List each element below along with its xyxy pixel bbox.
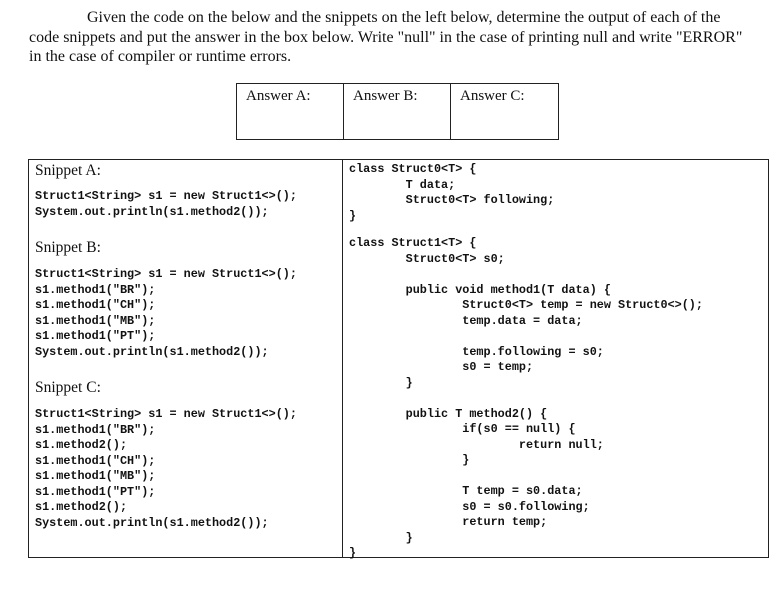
- instructions-line-1: Given the code on the below and the snippets on the left below, determine the output of each of the: [87, 9, 721, 26]
- instructions-line-2: code snippets and put the answer in the box below. Write "null" in the case of printing null and write "ERROR": [29, 28, 743, 46]
- snippet-c-code: Struct1<String> s1 = new Struct1<>(); s1.method1("BR"); s1.method2(); s1.method1("CH"); s1.method1("MB"); s1.method1("PT"); s1.method2(); System.out.println(s1.method2());: [35, 407, 297, 530]
- answer-b-label: Answer B:: [353, 88, 418, 104]
- answer-c-label: Answer C:: [460, 88, 525, 104]
- snippet-b-title: Snippet B:: [35, 239, 101, 256]
- snippet-a-title: Snippet A:: [35, 162, 101, 179]
- answer-a-box[interactable]: [237, 84, 344, 139]
- panel-divider: [342, 160, 343, 557]
- instructions: [29, 8, 759, 67]
- struct1-class-code: class Struct1<T> { Struct0<T> s0; public void method1(T data) { Struct0<T> temp = new Struct0<>(); temp.data = data; temp.following = s0; s0 = temp; } public T method2() { if(s0 == null) { return null; } T temp = s0.data; s0 = s0.following; return temp; } }: [349, 236, 703, 560]
- answer-c-box[interactable]: [451, 84, 558, 139]
- snippet-a-code: Struct1<String> s1 = new Struct1<>(); System.out.println(s1.method2());: [35, 189, 297, 219]
- code-panel: [28, 159, 769, 558]
- struct0-class-code: class Struct0<T> { T data; Struct0<T> following; }: [349, 162, 555, 223]
- snippet-c-title: Snippet C:: [35, 379, 101, 396]
- answer-b-box[interactable]: [344, 84, 451, 139]
- instructions-line-3: in the case of compiler or runtime errors.: [29, 48, 292, 65]
- snippet-b-code: Struct1<String> s1 = new Struct1<>(); s1.method1("BR"); s1.method1("CH"); s1.method1("MB"); s1.method1("PT"); System.out.println(s1.method2());: [35, 267, 297, 359]
- answer-table: [236, 83, 559, 140]
- answer-a-label: Answer A:: [246, 88, 311, 104]
